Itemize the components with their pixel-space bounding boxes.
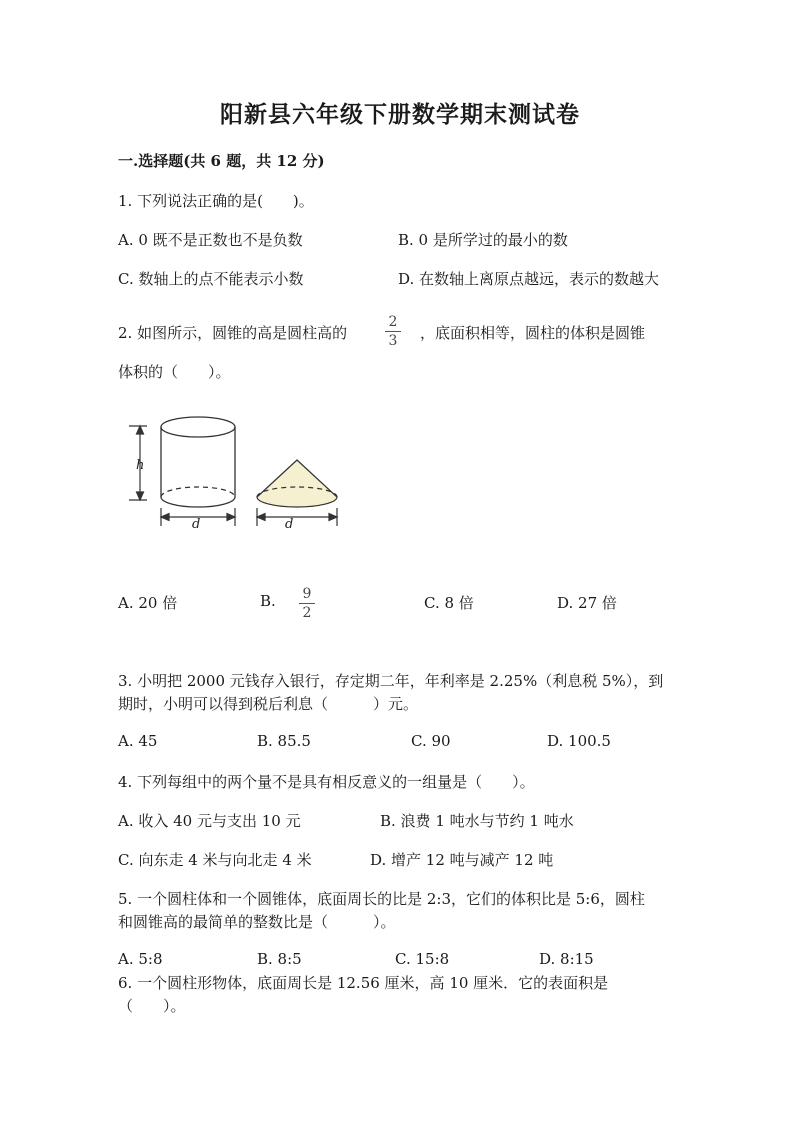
q3-option-c[interactable]: C. 90: [411, 732, 451, 750]
q3-stem-line1: 3. 小明把 2000 元钱存入银行，存定期二年，年利率是 2.25%（利息税 5%），到: [118, 672, 664, 690]
q2-fraction: [385, 315, 401, 348]
q2-option-d[interactable]: D. 27 倍: [557, 594, 617, 612]
cone-figure: [257, 460, 337, 507]
q2-stem-part2: ，底面积相等，圆柱的体积是圆锥: [420, 324, 646, 342]
q4-option-a[interactable]: A. 收入 40 元与支出 10 元: [118, 812, 301, 830]
fraction-bar: [299, 603, 315, 604]
cone-diameter-arrow: [257, 508, 337, 526]
q2-option-b-numerator: 9: [302, 586, 312, 602]
section-heading: 一.选择题(共 6 题，共 12 分): [118, 152, 325, 170]
q3-option-d[interactable]: D. 100.5: [547, 732, 611, 750]
q3-option-b[interactable]: B. 85.5: [257, 732, 311, 750]
height-label: h: [136, 458, 145, 473]
q4-option-b[interactable]: B. 浪费 1 吨水与节约 1 吨水: [380, 812, 574, 830]
q2-stem-line2: 体积的（ ）。: [118, 363, 231, 381]
q2-option-b[interactable]: B.: [260, 592, 276, 610]
cylinder-diameter-label: d: [192, 517, 201, 532]
q5-stem-line2: 和圆锥高的最简单的整数比是（ ）。: [118, 913, 396, 931]
q1-option-c[interactable]: C. 数轴上的点不能表示小数: [118, 270, 304, 288]
page-title: 阳新县六年级下册数学期末测试卷: [220, 101, 580, 128]
q5-option-a[interactable]: A. 5:8: [118, 950, 163, 968]
fraction-bar: [385, 331, 401, 332]
q4-stem: 4. 下列每组中的两个量不是具有相反意义的一组量是（ ）。: [118, 773, 535, 791]
q5-stem-line1: 5. 一个圆柱体和一个圆锥体，底面周长的比是 2:3，它们的体积比是 5:6，圆柱: [118, 890, 645, 908]
q1-stem: 1. 下列说法正确的是( )。: [118, 192, 314, 210]
q4-option-d[interactable]: D. 增产 12 吨与减产 12 吨: [370, 851, 554, 869]
q2-stem-part1: 2. 如图所示，圆锥的高是圆柱高的: [118, 324, 348, 342]
q5-option-d[interactable]: D. 8:15: [539, 950, 594, 968]
q6-stem-line2: （ ）。: [118, 997, 186, 1015]
q6-stem-line1: 6. 一个圆柱形物体，底面周长是 12.56 厘米，高 10 厘米．它的表面积是: [118, 974, 609, 992]
cylinder-cone-figure: [120, 412, 340, 537]
q5-option-b[interactable]: B. 8:5: [257, 950, 302, 968]
q2-option-b-fraction: [299, 587, 315, 620]
q2-fraction-denominator: 3: [388, 333, 398, 349]
q1-option-b[interactable]: B. 0 是所学过的最小的数: [398, 231, 568, 249]
q2-option-a[interactable]: A. 20 倍: [118, 594, 178, 612]
q2-option-b-denominator: 2: [302, 605, 312, 621]
cone-diameter-label: d: [285, 517, 294, 532]
q1-option-a[interactable]: A. 0 既不是正数也不是负数: [118, 231, 303, 249]
q4-option-c[interactable]: C. 向东走 4 米与向北走 4 米: [118, 851, 312, 869]
q5-option-c[interactable]: C. 15:8: [395, 950, 450, 968]
q2-option-c[interactable]: C. 8 倍: [424, 594, 474, 612]
q2-fraction-numerator: 2: [388, 314, 398, 330]
q1-option-d[interactable]: D. 在数轴上离原点越远，表示的数越大: [398, 270, 660, 288]
cylinder-figure: [161, 417, 235, 507]
q3-stem-line2: 期时，小明可以得到税后利息（ ）元。: [118, 695, 419, 713]
q3-option-a[interactable]: A. 45: [118, 732, 158, 750]
